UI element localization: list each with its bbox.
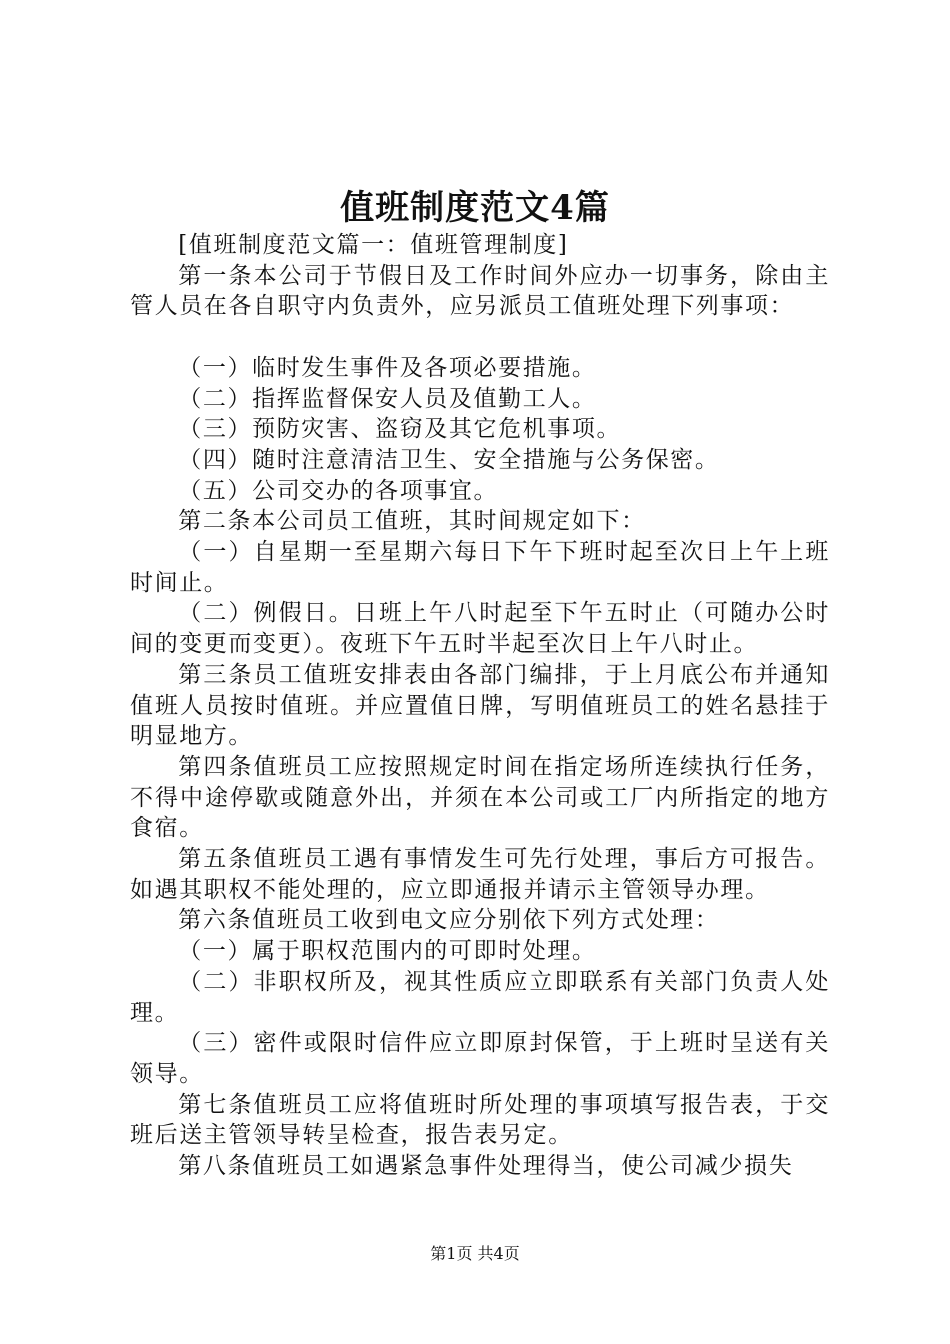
paragraph: 第一条本公司于节假日及工作时间外应办一切事务，除由主管人员在各自职守内负责外，应另派员工值班处理下列事项： bbox=[130, 262, 830, 320]
list-item: （二）指挥监督保安人员及值勤工人。 bbox=[178, 385, 597, 412]
list-item: （一）自星期一至星期六每日下午下班时起至次日上午上班时间止。 bbox=[130, 539, 830, 596]
list-item: （一）临时发生事件及各项必要措施。 bbox=[178, 354, 597, 381]
document-title: 值班制度范文4篇 bbox=[340, 188, 610, 228]
list-item: （五）公司交办的各项事宜。 bbox=[178, 477, 499, 504]
paragraph: 第五条值班员工遇有事情发生可先行处理，事后方可报告。如遇其职权不能处理的，应立即通报并请示主管领导办理。 bbox=[130, 846, 830, 903]
list-item: （二）例假日。日班上午八时起至下午五时止（可随办公时间的变更而变更）。夜班下午五时半起至次日上午八时止。 bbox=[130, 600, 830, 658]
list-item: （一）属于职权范围内的可即时处理。 bbox=[178, 938, 597, 965]
list-item: （二）非职权所及，视其性质应立即联系有关部门负责人处理。 bbox=[130, 968, 830, 1026]
list-item: （三）预防灾害、盗窃及其它危机事项。 bbox=[178, 416, 622, 443]
page-number-footer: 第1页 共4页 bbox=[430, 1244, 520, 1263]
blank-line bbox=[130, 322, 830, 353]
paragraph: 第六条值班员工收到电文应分别依下列方式处理： bbox=[178, 907, 720, 934]
list-item: （三）密件或限时信件应立即原封保管，于上班时呈送有关领导。 bbox=[130, 1030, 830, 1087]
paragraph: 第七条值班员工应将值班时所处理的事项填写报告表，于交班后送主管领导转呈检查，报告表另定。 bbox=[130, 1091, 830, 1149]
paragraph: 第二条本公司员工值班，其时间规定如下： bbox=[178, 508, 646, 535]
list-item: （四）随时注意清洁卫生、安全措施与公务保密。 bbox=[178, 446, 720, 473]
paragraph: 第三条员工值班安排表由各部门编排，于上月底公布并通知值班人员按时值班。并应置值日牌，写明值班员工的姓名悬挂于明显地方。 bbox=[130, 661, 830, 750]
document-body bbox=[130, 230, 830, 1182]
section-heading: [值班制度范文篇一：值班管理制度] bbox=[178, 232, 569, 258]
paragraph: 第四条值班员工应按照规定时间在指定场所连续执行任务，不得中途停歇或随意外出，并须在本公司或工厂内所指定的地方食宿。 bbox=[130, 753, 830, 842]
paragraph: 第八条值班员工如遇紧急事件处理得当，使公司减少损失 bbox=[178, 1153, 794, 1180]
